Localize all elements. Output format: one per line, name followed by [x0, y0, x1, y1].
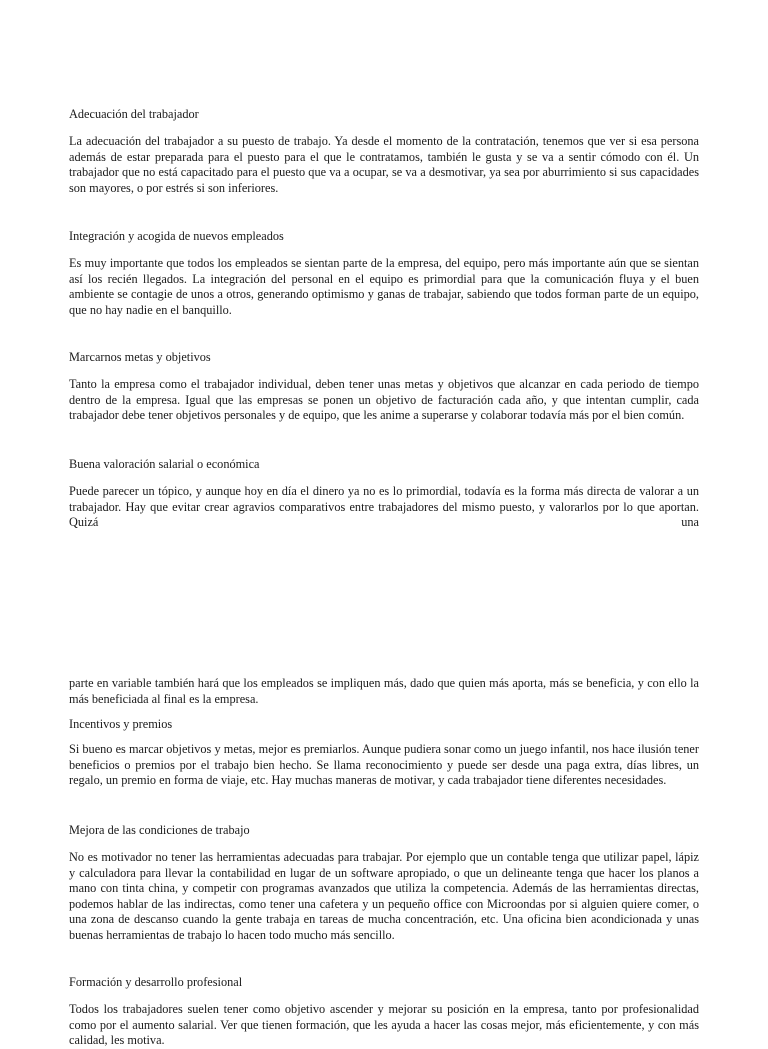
section-paragraph: parte en variable también hará que los empleados se impliquen más, dado que quien más aporta, más se beneficia, y con ello la más beneficiada al final es la empresa.	[69, 676, 699, 706]
section-formacion	[69, 974, 699, 1049]
section-valoracion-continued	[69, 676, 699, 707]
section-paragraph: No es motivador no tener las herramientas adecuadas para trabajar. Por ejemplo que un contable tenga que utilizar papel, lápiz y calculadora para llevar la contabilidad en lugar de un software apropiado, o que un delineante tenga que hacer los planos a mano con tinta china, y competir con programas avanzados que utiliza la competencia. Además de las herramientas directas, podemos hablar de las indirectas, como tener una cafetera y un pequeño office con Microondas por si alguien quiere comer, o una zona de descanso cuando la gente trabaja en tareas de mucha concentración, etc. Una oficina bien acondicionada y unas buenas herramientas de trabajo lo hacen todo mucho más sencillo.	[69, 850, 699, 942]
section-integracion	[69, 228, 699, 318]
section-heading: Formación y desarrollo profesional	[69, 975, 243, 989]
section-paragraph: Si bueno es marcar objetivos y metas, mejor es premiarlos. Aunque pudiera sonar como un juego infantil, nos hace ilusión tener beneficios o premios por el trabajo bien hecho. Se llama reconocimiento y puede ser desde una paga extra, días libres, un regalo, un premio en forma de viaje, etc. Hay muchas maneras de motivar, y cada trabajador tiene diferentes necesidades.	[69, 742, 699, 788]
section-paragraph: Es muy importante que todos los empleados se sientan parte de la empresa, del equipo, pero más importante aún que se sientan así los recién llegados. La integración del personal en el equipo es primordial para que la comunicación fluya y el buen ambiente se contagie de unos a otros, generando optimismo y ganas de trabajar, sabiendo que todos forman parte de un equipo, que no hay nadie en el banquillo.	[69, 256, 699, 317]
section-incentivos	[69, 716, 699, 789]
section-heading: Buena valoración salarial o económica	[69, 457, 260, 471]
section-heading: Mejora de las condiciones de trabajo	[69, 823, 250, 837]
section-paragraph: Tanto la empresa como el trabajador individual, deben tener unas metas y objetivos que alcanzar en cada periodo de tiempo dentro de la empresa. Igual que las empresas se ponen un objetivo de facturación cada año, y que intentan cumplir, cada trabajador debe tener objetivos personales y de equipo, que les anime a superarse y colaborar todavía más por el bien común.	[69, 377, 699, 423]
section-condiciones	[69, 822, 699, 944]
section-paragraph: Todos los trabajadores suelen tener como objetivo ascender y mejorar su posición en la empresa, tanto por profesionalidad como por el aumento salarial. Ver que tienen formación, que les ayuda a hacer las cosas mejor, más eficientemente, y con más calidad, les motiva.	[69, 1002, 699, 1048]
section-heading: Integración y acogida de nuevos empleados	[69, 229, 284, 243]
section-heading: Incentivos y premios	[69, 717, 173, 731]
section-paragraph: La adecuación del trabajador a su puesto de trabajo. Ya desde el momento de la contratación, tenemos que ver si esa persona además de estar preparada para el puesto para el que le contratamos, también le gusta y se va a sentir cómodo con él. Un trabajador que no está capacitado para el puesto que va a ocupar, se va a desmotivar, ya sea por aburrimiento si sus capacidades son mayores, o por estrés si son inferiores.	[69, 134, 699, 195]
section-paragraph: Puede parecer un tópico, y aunque hoy en día el dinero ya no es lo primordial, todavía es la forma más directa de valorar a un trabajador. Hay que evitar crear agravios comparativos entre trabajadores del mismo puesto, y valorarlos por lo que aportan. Quizá una	[69, 484, 699, 530]
section-valoracion	[69, 456, 699, 531]
section-adecuacion	[69, 106, 699, 196]
section-heading: Adecuación del trabajador	[69, 107, 199, 121]
section-heading: Marcarnos metas y objetivos	[69, 350, 211, 364]
section-metas	[69, 349, 699, 424]
